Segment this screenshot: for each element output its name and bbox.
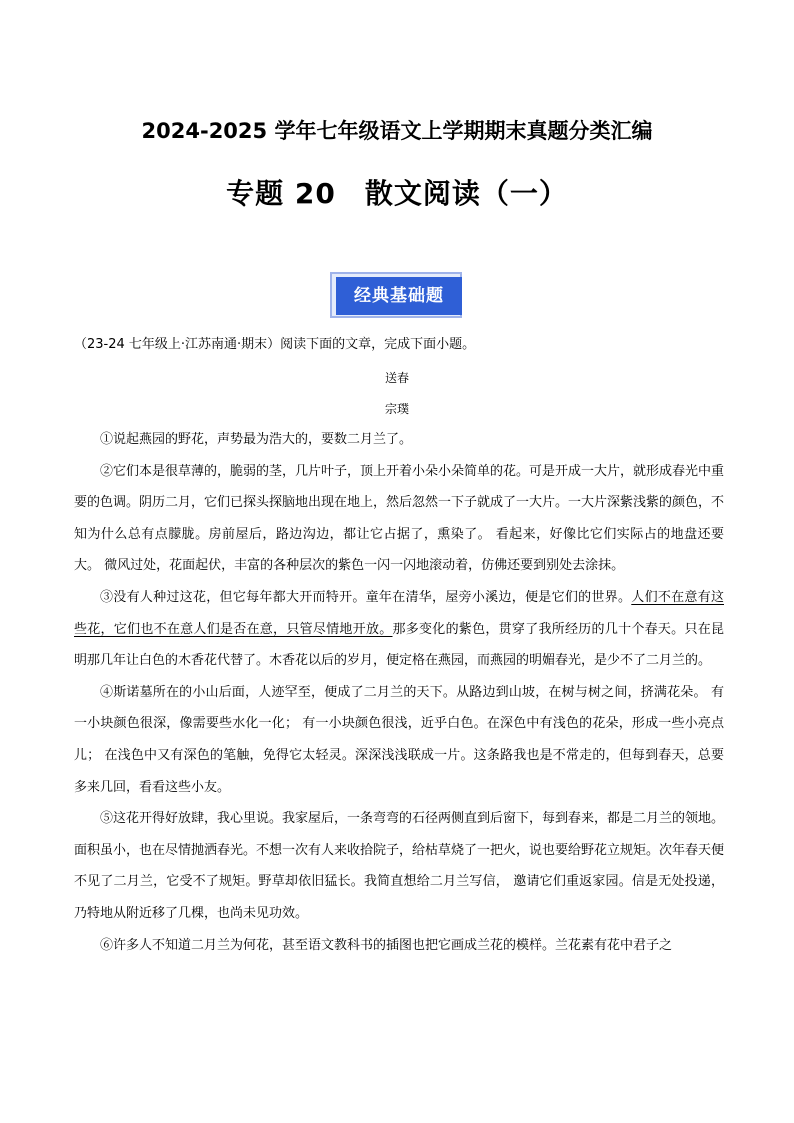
paragraph-4: ④斯诺墓所在的小山后面，人迹罕至，便成了二月兰的天下。从路边到山坡，在树与树之间，挤满花朵。 有一小块颜色很深，像需要些水化一化； 有一小块颜色很浅，近乎白色。在深色中有浅色的花朵，形成一些小亮点儿； 在浅色中又有深色的笔触，免得它太轻灵。深深浅浅联成一片。这条路我也是不常走的，但每到春天，总要多来几回，看看这些小友。 <box>74 684 724 795</box>
paragraph-6: ⑥许多人不知道二月兰为何花，甚至语文教科书的插图也把它画成兰花的模样。兰花素有花中君子之 <box>100 937 673 953</box>
paragraph-3-start: ③没有人种过这花，但它每年都大开而特开。童年在清华，屋旁小溪边，便是它们的世界。 <box>100 589 632 605</box>
underlined-sentence: 人们不在意有这些花，它们也不在意人们是否在意，只管尽情地开放。 <box>74 589 724 637</box>
essay-body <box>74 424 724 961</box>
essay-author: 宗璞 <box>384 402 409 416</box>
question-intro: （23-24 七年级上·江苏南通·期末）阅读下面的文章，完成下面小题。 <box>74 337 476 352</box>
paragraph-3 <box>74 582 724 677</box>
topic-title: 专题 20 散文阅读（一） <box>226 177 568 210</box>
paragraph-5: ⑤这花开得好放肆，我心里说。我家屋后，一条弯弯的石径两侧直到后窗下，每到春来，都是二月兰的领地。面积虽小，也在尽情抛洒春光。不想一次有人来收拾院子，给枯草烧了一把火，说也要给野花立规矩。次年春天便不见了二月兰，它受不了规矩。野草却依旧猛长。我简直想给二月兰写信， 邀请它们重返家园。信是无处投递，乃特地从附近移了几棵，也尚未见功效。 <box>74 811 725 921</box>
paragraph-1: ①说起燕园的野花，声势最为浩大的，要数二月兰了。 <box>100 432 413 447</box>
badge-label: 经典基础题 <box>336 277 462 315</box>
paragraph-3-end: 那多变化的紫色，贯穿了我所经历的几十个春天。只在昆明那几年让白色的木香花代替了。木香花以后的岁月，便定格在燕园，而燕园的明媚春光，是少不了二月兰的。 <box>74 621 724 669</box>
main-title: 2024-2025 学年七年级语文上学期期末真题分类汇编 <box>141 119 653 143</box>
paragraph-2: ②它们本是很草薄的，脆弱的茎，几片叶子，顶上开着小朵小朵简单的花。可是开成一大片，就形成春光中重要的色调。阴历二月，它们已探头探脑地出现在地上，然后忽然一下子就成了一大片。一大片深紫浅紫的颜色，不知为什么总有点朦胧。房前屋后，路边沟边，都让它占据了，熏染了。 看起来，好像比它们实际占的地盘还要大。 微风过处，花面起伏，丰富的各种层次的紫色一闪一闪地滚动着，仿佛还要到别处去涂抹。 <box>74 463 725 574</box>
essay-title: 送春 <box>384 371 409 385</box>
section-badge <box>330 272 466 320</box>
